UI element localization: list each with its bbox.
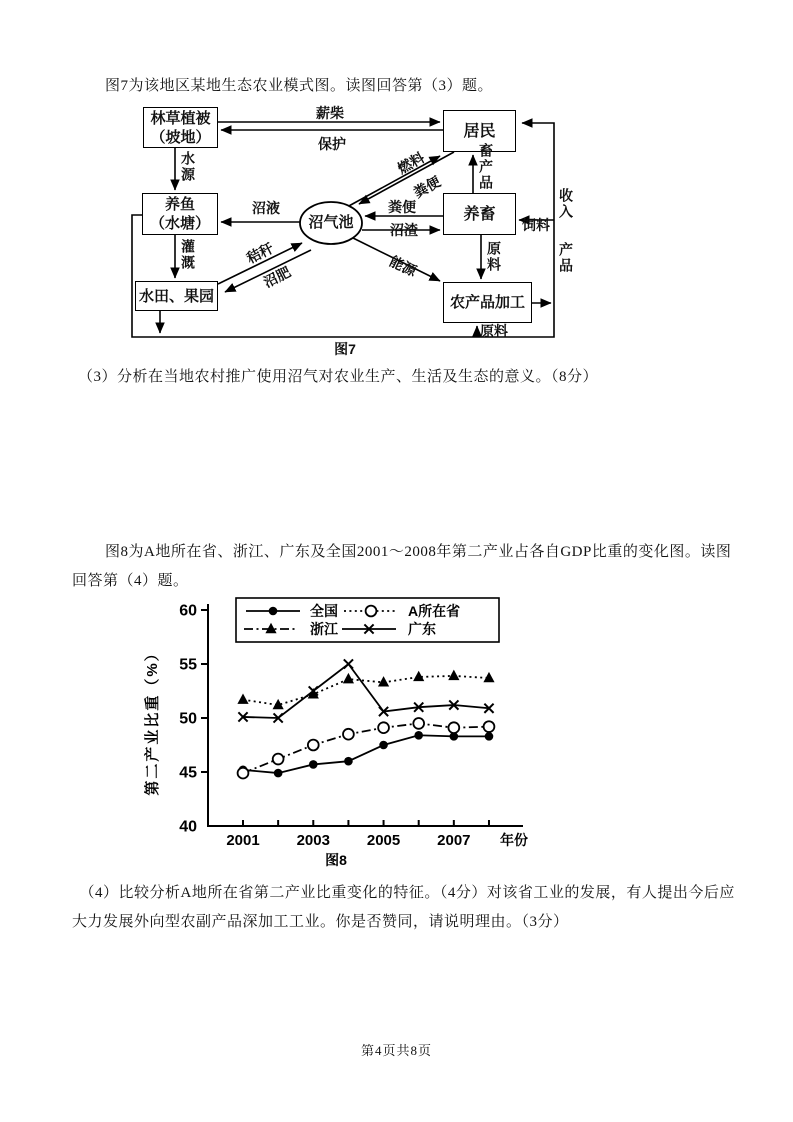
legend-label-A所在省: A所在省 (408, 603, 461, 619)
node-fish-line2: （水塘） (149, 215, 210, 232)
label-products: 产品 (558, 242, 574, 274)
figure8-caption: 图8 (325, 852, 347, 868)
y-tick-label: 45 (179, 764, 197, 782)
node-biogas-digester: 沼气池 (308, 214, 354, 231)
y-tick-label: 60 (179, 602, 197, 620)
marker-open-circle (413, 718, 424, 729)
label-manure-from-livestock: 粪便 (388, 199, 416, 215)
marker-filled-circle (344, 757, 353, 766)
x-axis-title: 年份 (500, 832, 528, 848)
page-footer: 第4页共8页 (360, 1043, 432, 1058)
label-biogas-fertilizer: 沼肥 (260, 263, 294, 291)
marker-open-circle (366, 606, 377, 617)
marker-filled-circle (379, 741, 388, 750)
figure7-intro-text: 图7为该地区某地生态农业模式图。读图回答第（3）题。 (105, 78, 494, 94)
y-axis-title: 第二产业比重（%） (144, 644, 161, 796)
label-fuel: 燃料 (394, 149, 428, 177)
marker-filled-circle (485, 732, 494, 741)
node-processing-wrap (443, 282, 532, 323)
node-processing (443, 282, 532, 323)
node-livestock (443, 193, 516, 235)
marker-filled-triangle (237, 693, 248, 703)
figure8-chart-svg (140, 592, 580, 874)
marker-filled-triangle (343, 673, 354, 683)
marker-open-circle (484, 721, 495, 732)
label-straw: 秸秆 (243, 239, 277, 267)
node-forest-line1: 林草植被 (150, 109, 211, 127)
figure7-caption: 图7 (334, 341, 356, 357)
node-paddy-label: 水田、果园 (138, 287, 214, 305)
label-irrigation: 灌溉 (180, 239, 196, 271)
marker-open-circle (448, 722, 459, 733)
label-biogas-slurry: 沼液 (252, 200, 280, 216)
marker-open-circle (238, 768, 249, 779)
marker-filled-circle (269, 607, 278, 616)
x-tick-label: 2007 (437, 832, 471, 849)
legend-label-浙江: 浙江 (310, 621, 338, 637)
marker-open-circle (273, 754, 284, 765)
node-processing-label: 农产品加工 (449, 294, 525, 311)
label-raw-material-in: 原料 (480, 323, 508, 339)
x-tick-label: 2005 (366, 832, 401, 849)
label-livestock-products: 畜产品 (478, 143, 494, 191)
marker-open-circle (343, 729, 354, 740)
node-paddy-orchard (135, 281, 218, 311)
label-feed: 饲料 (522, 217, 550, 233)
marker-filled-circle (414, 731, 423, 740)
marker-filled-circle (274, 769, 283, 778)
label-firewood: 薪柴 (316, 105, 344, 121)
node-livestock-label: 养畜 (463, 205, 496, 223)
node-fish-pond (142, 193, 218, 235)
marker-filled-circle (309, 760, 318, 769)
y-tick-label: 50 (179, 710, 197, 728)
legend-label-全国: 全国 (310, 603, 338, 619)
label-manure-from-residents: 粪便 (410, 173, 444, 201)
label-protect: 保护 (318, 136, 346, 152)
series-line-浙江 (243, 676, 489, 705)
x-tick-label: 2003 (296, 832, 330, 849)
figure7-diagram (130, 100, 590, 362)
label-raw-material-to-processing: 原料 (486, 241, 502, 273)
marker-open-circle (378, 722, 389, 733)
series-line-广东 (243, 664, 489, 718)
y-tick-label: 40 (179, 818, 197, 836)
figure8-chart (140, 592, 580, 874)
marker-x-cross (344, 659, 353, 668)
label-energy: 能源 (386, 252, 420, 280)
node-residents-label: 居民 (463, 122, 496, 140)
legend-label-广东: 广东 (408, 621, 436, 637)
node-forest-line2: （坡地） (150, 128, 211, 146)
question-3-text: （3）分析在当地农村推广使用沼气对农业生产、生活及生态的意义。（8分） (78, 369, 599, 385)
y-tick-label: 55 (179, 656, 197, 674)
question-4-text: （4）比较分析A地所在省第二产业比重变化的特征。（4分）对该省工业的发展，有人提出今后应大力发展外向型农副产品深加工工业。你是否赞同，请说明理由。（3分） (72, 885, 735, 930)
x-tick-label: 2001 (226, 832, 260, 849)
label-water-source: 水源 (180, 151, 196, 183)
node-forest-vegetation (143, 107, 218, 148)
label-income: 收入 (558, 188, 574, 220)
marker-filled-triangle (483, 672, 494, 682)
figure8-intro-text: 图8为A地所在省、浙江、广东及全国2001～2008年第二产业占各自GDP比重的变化图。读图回答第（4）题。 (72, 544, 732, 589)
node-fish-line1: 养鱼 (164, 196, 195, 213)
marker-filled-triangle (448, 670, 459, 680)
marker-open-circle (308, 740, 319, 751)
label-biogas-residue: 沼渣 (390, 222, 418, 238)
